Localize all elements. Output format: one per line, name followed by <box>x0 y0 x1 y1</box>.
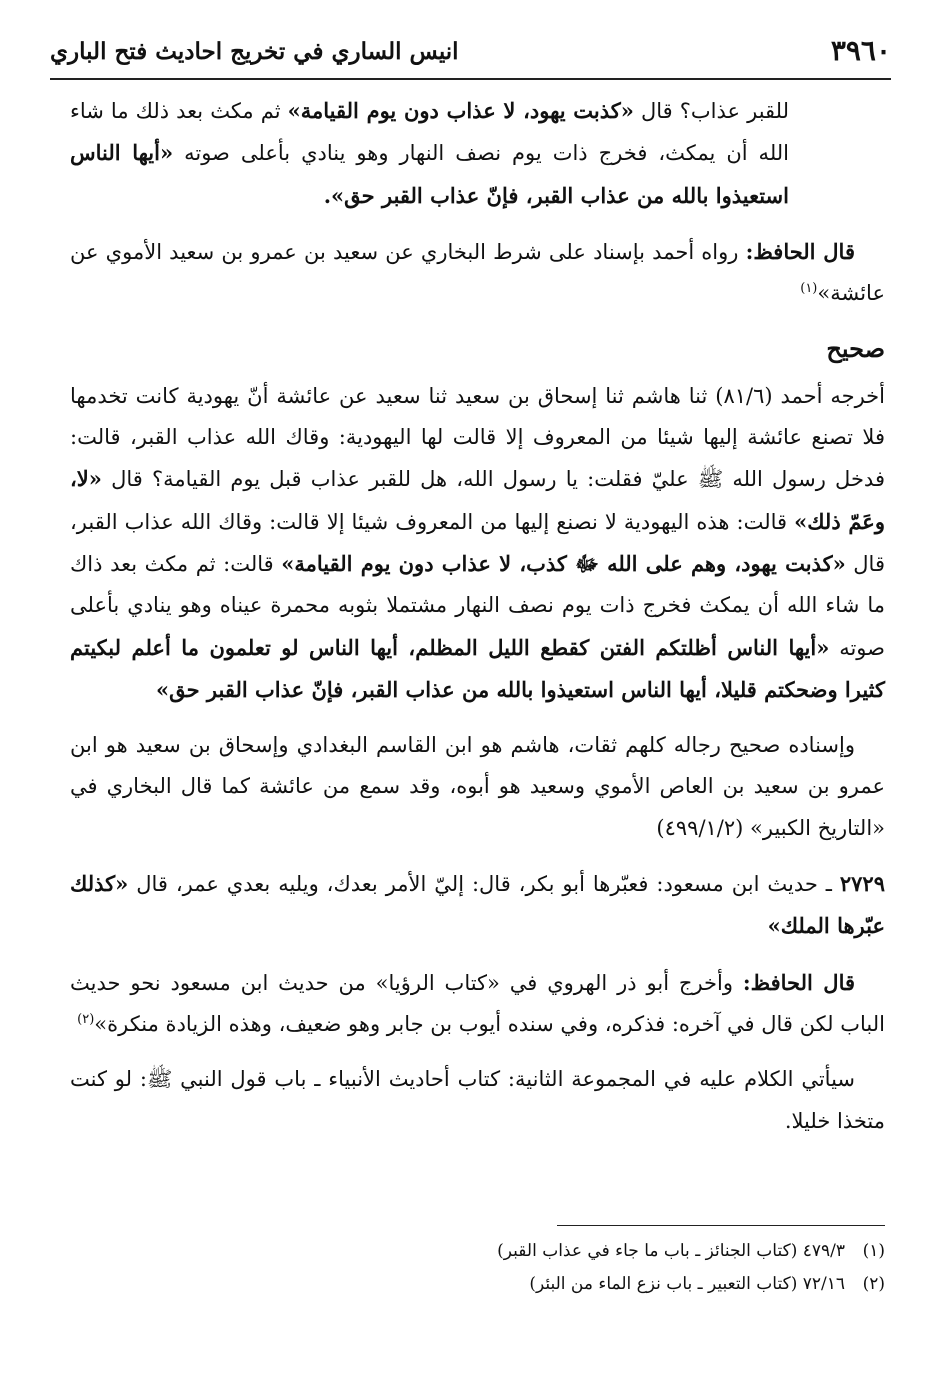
footnote-text: ٧٢/١٦ (كتاب التعبير ـ باب نزع الماء من البئر) <box>529 1274 845 1294</box>
paragraph-takhrij: أخرجه أحمد (٨١/٦) ثنا هاشم ثنا إسحاق بن سعيد ثنا سعيد عن عائشة أنّ يهودية كانت تخدمها فلا تصنع عائشة إليها شيئا من المعروف إلا قالت لها اليهودية: وقاك الله عذاب القبر، قالت: فدخل رسول الله ﷺ عليّ فقلت: يا رسول الله، هل للقبر عذاب قبل يوم القيامة؟ قال «لا، وعَمّ ذلك» قالت: هذه اليهودية لا نصنع إليها من المعروف شيئا إلا قالت: وقاك الله عذاب القبر، قال «كذبت يهود، وهم على الله ﷻ كذب، لا عذاب دون يوم القيامة» قالت: ثم مكث بعد ذاك ما شاء الله أن يمكث فخرج ذات يوم نصف النهار مشتملا بثوبه محمرة عيناه وهو ينادي بأعلى صوته «أيها الناس أظلتكم الفتن كقطع الليل المظلم، أيها الناس لو تعلمون ما أعلم لبكيتم كثيرا وضحكتم قليلا، أيها الناس استعيذوا بالله من عذاب القبر، فإنّ عذاب القبر حق» <box>70 383 886 702</box>
footnote <box>70 1235 885 1268</box>
footnote <box>70 1268 885 1301</box>
page-number: ٣٩٦٠ <box>830 34 891 67</box>
running-title: انيس الساري في تخريج احاديث فتح الباري <box>50 38 459 65</box>
bold-quote: «لا، وعَمّ ذلك» <box>70 466 885 534</box>
hafiz-lead: قال الحافظ: <box>745 238 855 264</box>
hadith-number: ٢٧٢٩ <box>839 871 885 897</box>
bold-quote: «كذبت يهود، لا عذاب دون يوم القيامة» <box>287 98 634 123</box>
hafiz-lead: قال الحافظ: <box>742 969 856 995</box>
bold-quote: «أيها الناس أظلتكم الفتن كقطع الليل المظلم، أيها الناس لو تعلمون ما أعلم لبكيتم كثيرا وضحكتم قليلا، أيها الناس استعيذوا بالله من عذاب القبر، فإنّ عذاب القبر حق» <box>70 634 885 702</box>
page-body <box>70 90 885 1156</box>
section-heading: صحيح <box>826 334 885 364</box>
paragraph-hadith-text: للقبر عذاب؟ قال «كذبت يهود، لا عذاب دون يوم القيامة» ثم مكث بعد ذلك ما شاء الله أن يمكث، فخرج ذات يوم نصف النهار وهو ينادي بأعلى صوته «أيها الناس استعيذوا بالله من عذاب القبر، فإنّ عذاب القبر حق». <box>70 98 790 208</box>
footnote-separator <box>557 1225 885 1226</box>
bold-quote: «كذبت يهود، وهم على الله ﷻ كذب، لا عذاب دون يوم القيامة» <box>281 550 846 576</box>
bold-quote: «أيها الناس استعيذوا بالله من عذاب القبر، فإنّ عذاب القبر حق». <box>70 140 789 208</box>
footnote-ref: (١) <box>800 281 818 297</box>
footnote-text: ٤٧٩/٣ (كتاب الجنائز ـ باب ما جاء في عذاب القبر) <box>497 1241 845 1261</box>
footnote-ref: (٢) <box>77 1011 95 1027</box>
paragraph-isnad: وإسناده صحيح رجاله كلهم ثقات، هاشم هو ابن القاسم البغدادي وإسحاق بن سعيد هو ابن عمرو بن سعيد بن العاص الأموي وسعيد هو أبوه، وقد سمع من عائشة كما قال البخاري في «التاريخ الكبير» (٤٩٩/١/٢) <box>70 733 885 840</box>
footnote-number: (١) <box>862 1241 885 1261</box>
paragraph-hadith-2729: ٢٧٢٩ ـ حديث ابن مسعود: فعبّرها أبو بكر، قال: إليّ الأمر بعدك، ويليه بعدي عمر، قال «كذلك عبّرها الملك» <box>70 871 885 939</box>
page-header <box>50 30 891 80</box>
footnote-number: (٢) <box>862 1274 885 1294</box>
paragraph-cross-reference: سيأتي الكلام عليه في المجموعة الثانية: كتاب أحاديث الأنبياء ـ باب قول النبي ﷺ: لو كنت متخذا خليلا. <box>70 1067 885 1133</box>
paragraph-hafiz-note-2: قال الحافظ: وأخرج أبو ذر الهروي في «كتاب الرؤيا» من حديث ابن مسعود نحو حديث الباب لكن قال في آخره: فذكره، وفي سنده أيوب بن جابر وهو ضعيف، وهذه الزيادة منكرة»$^{(٢)}$ <box>70 969 885 1036</box>
paragraph-hafiz-note: قال الحافظ: رواه أحمد بإسناد على شرط البخاري عن سعيد بن عمرو بن سعيد الأموي عن عائشة»$^{(١)}$ <box>70 238 885 306</box>
bold-quote: «كذلك عبّرها الملك» <box>70 871 885 939</box>
footnotes <box>70 1235 885 1301</box>
